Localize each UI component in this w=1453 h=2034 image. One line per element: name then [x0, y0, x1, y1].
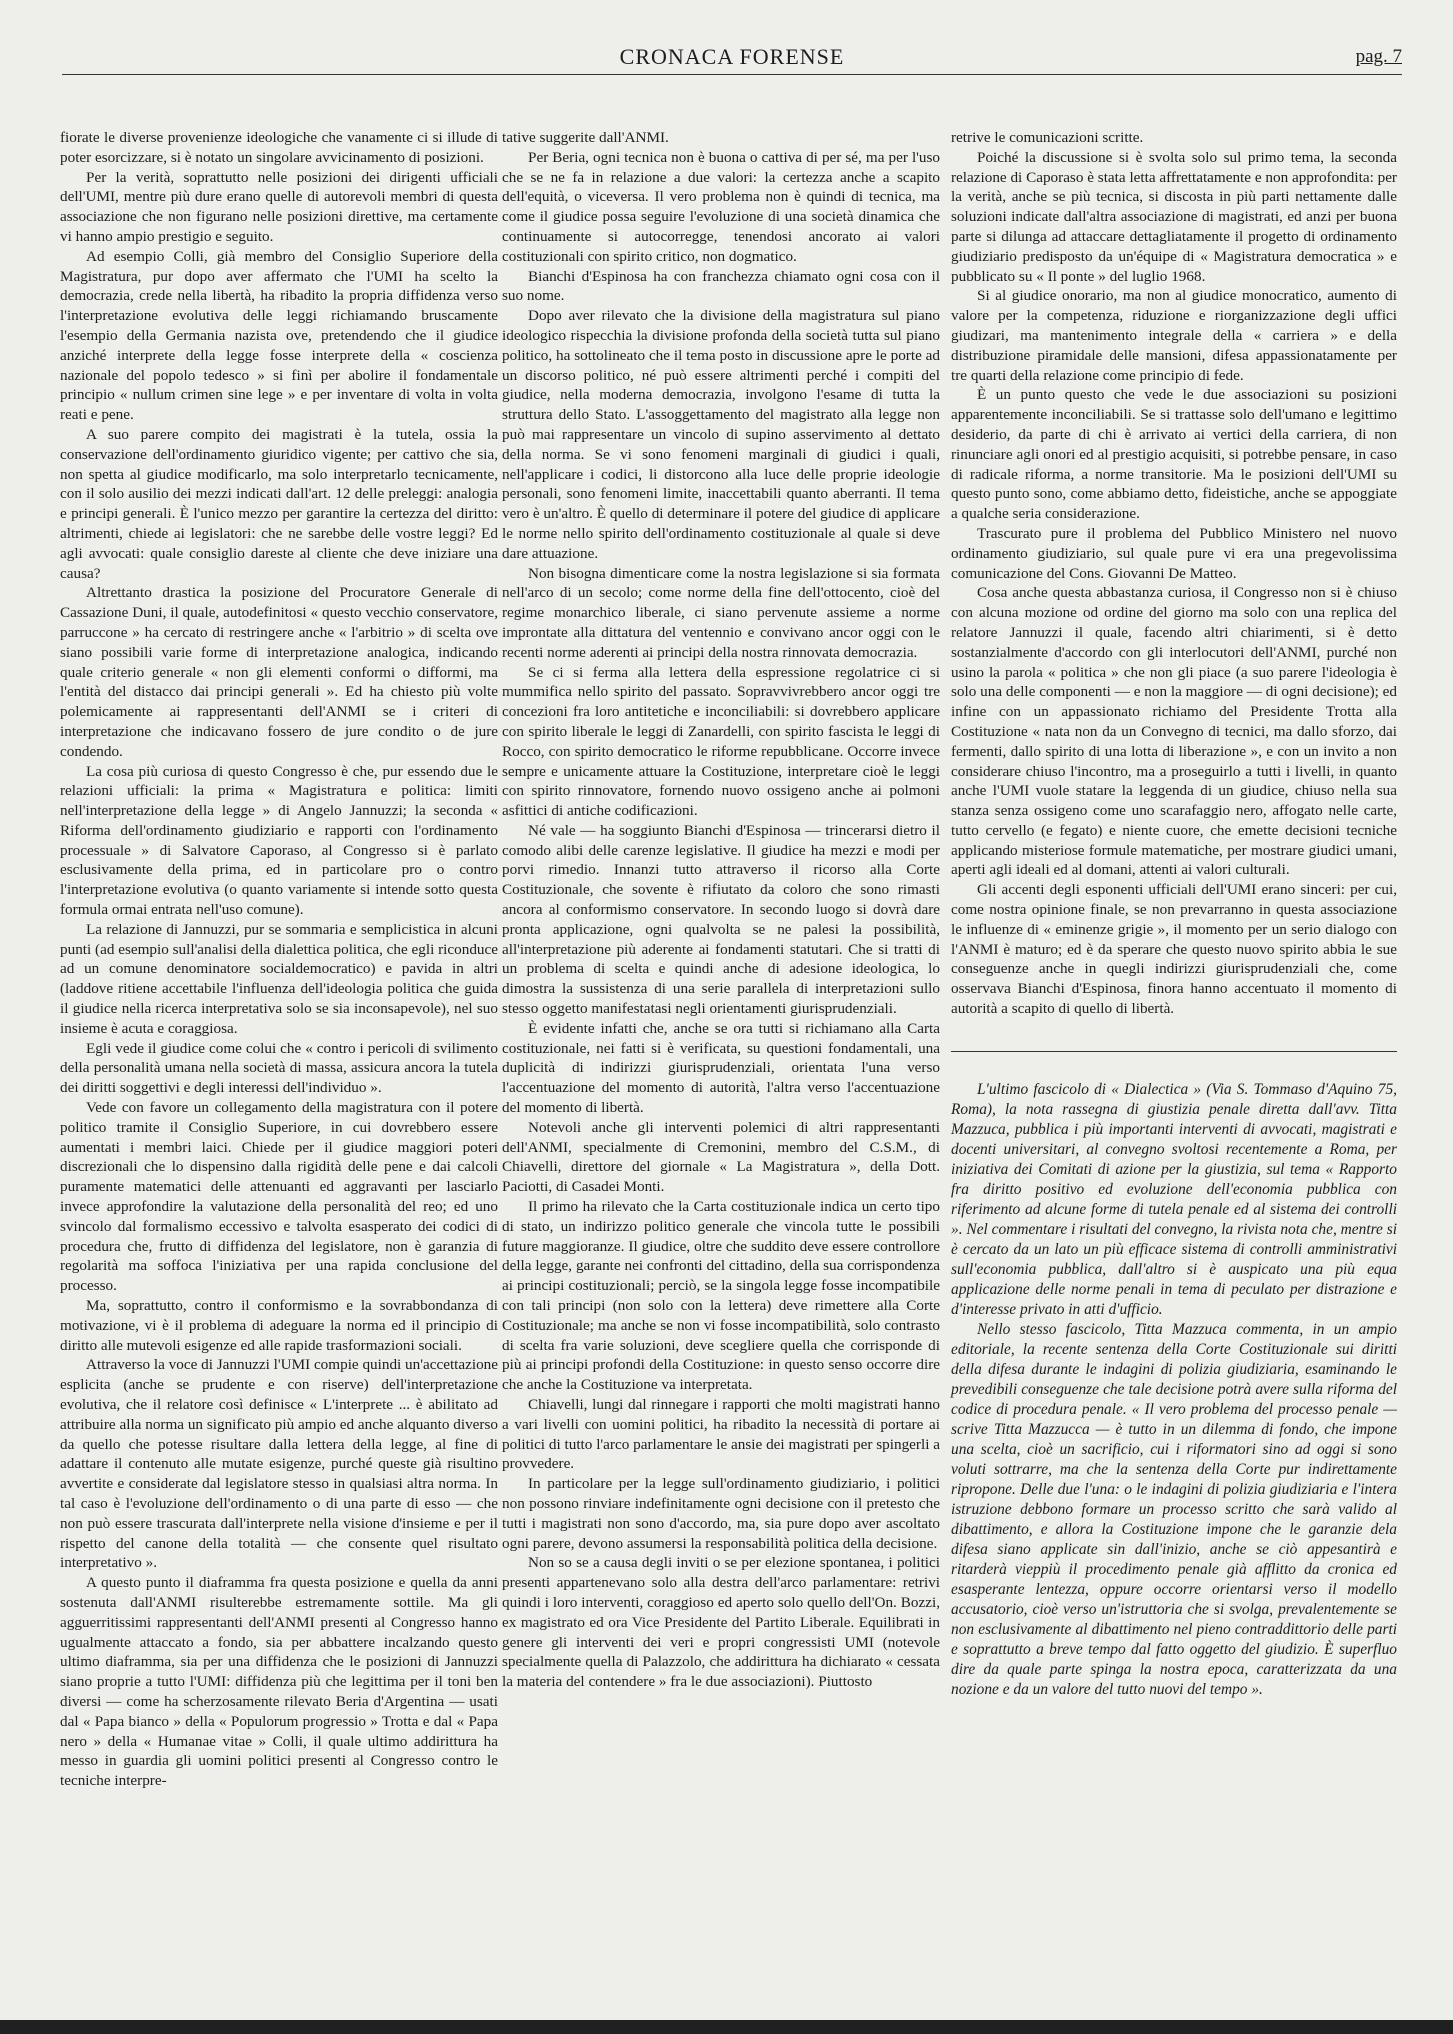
paragraph: Notevoli anche gli interventi polemici di altri rappresentanti dell'ANMI, specialmente di Cremonini, membro del C.S.M., di Chiavelli, direttore del giornale « La Magistratura », della Dott. Paciotti, di Casadei Monti.: [502, 1118, 940, 1196]
paragraph: Né vale — ha soggiunto Bianchi d'Espinosa — trincerarsi dietro il comodo alibi delle carenze legislative. Il giudice ha mezzi e modi per porvi rimedio. Innanzi tutto attraverso il ricorso alla Corte Costituzionale, che sovente è rifiutato da coloro che sono rimasti ancora al conformismo conservatore. In secondo luogo si dovrà dare pronta applicazione, ogni qualvolta se ne palesi la possibilità, all'interpretazione più aderente ai fondamenti statutari. Che si tratti di un problema di scelta e quindi anche di adesione ideologica, lo dimostra la sussistenza di una serie parallela di interpretazioni sullo stesso oggetto manifestatasi negli orientamenti giurisprudenziali.: [502, 821, 940, 1018]
section-divider: [951, 1051, 1397, 1052]
paragraph: tative suggerite dall'ANMI.: [502, 129, 669, 146]
dialectica-notice: [951, 1080, 1397, 1700]
paragraph: Nello stesso fascicolo, Titta Mazzuca commenta, in un ampio editoriale, la recente sentenza della Corte Costituzionale sui diritti della difesa durante le indagini di polizia giudiziaria, esaminando le prevedibili conseguenze che tale decisione potrà avere sulla riforma del codice di procedura penale. « Il vero problema del processo penale — scrive Titta Mazzucca — è tutto in un dilemma di fondo, che impone una scelta, cioè un sacrificio, cui i riformatori sino ad oggi si sono voluti sottrarre, ma che la sentenza della Corte pur indirettamente ripropone. Delle due l'una: o le indagini di polizia giudiziaria e l'intera istruzione debbono formare un processo scritto che sarà valido al dibattimento, e allora la Costituzione impone che le garanzie dela difesa siano applicate sin dall'inizio, anche se ciò appesantirà e ritarderà vieppiù il procedimento penale già afflitto da cronica ed esasperante lentezza, oppure occorre orientarsi verso il modello accusatorio, cioè verso un'istruttoria che si svolga, prevalentemente se non esclusivamente al dibattimento nel pieno contraddittorio delle parti e soprattutto a breve tempo dal fatto oggetto del giudizio. È superfluo dire da quale parte spinga la nostra epoca, caratterizzata da una nozione e da un valore del tutto nuovi del tempo ».: [951, 1321, 1397, 1698]
article-column-2: [502, 128, 940, 1692]
page-number: pag. 7: [1355, 46, 1402, 67]
article-column-1: [60, 128, 498, 1791]
paragraph: L'ultimo fascicolo di « Dialectica » (Via S. Tommaso d'Aquino 75, Roma), la nota rassegna di giustizia penale diretta dall'avv. Titta Mazzuca, pubblica i più importanti interventi di avvocati, magistrati e docenti universitari, al convegno svoltosi recentemente a Roma, per iniziativa dei Comitati di azione per la giustizia, sul tema « Rapporto fra diritto positivo ed evoluzione dell'economia pubblica con riferimento ad alcune forme di tutela penale ed al sistema dei controlli ». Nel commentare i risultati del convegno, la rivista nota che, mentre si è cercato da un lato un più efficace sistema di controlli amministrativi sull'economia pubblica, dall'altro si è auspicato una più equa applicazione delle norme penali in tema di peculato per distrazione e d'interesse privato in atti d'ufficio.: [951, 1081, 1397, 1318]
paragraph: Se ci si ferma alla lettera della espressione regolatrice ci si mummifica nello spirito del passato. Sopravvivrebbero ancor oggi tre concezioni fra loro antitetiche e inconciliabili: si dovrebbero applicare con spirito liberale le leggi di Zanardelli, con spirito fascista le leggi di Rocco, con spirito democratico le riforme repubblicane. Occorre invece sempre e unicamente attuare la Costituzione, interpretare cioè le leggi con spirito rinnovatore, fornendo nuovo ossigeno anche ai polmoni asfittici di antiche codificazioni.: [502, 663, 940, 820]
paragraph: In particolare per la legge sull'ordinamento giudiziario, i politici non possono rinviare indefinitamente ogni decisione con il pretesto che tutti i magistrati non sono d'accordo, ma, sia pure dopo aver ascoltato ogni parere, devono assumersi la responsabilità politica della decisione.: [502, 1475, 940, 1552]
paragraph: Per Beria, ogni tecnica non è buona o cattiva di per sé, ma per l'uso che se ne fa in relazione a due valori: la certezza anche a scapito dell'equità, o viceversa. Il vero problema non è quindi di tecnica, ma come il giudice possa seguire l'evoluzione di una società dinamica che continuamente si autocorregge, tenendosi ancorato ai valori costituzionali con spirito critico, non dogmatico.: [502, 148, 940, 265]
page-header: [62, 36, 1402, 75]
paragraph: Ma, soprattutto, contro il conformismo e la sovrabbondanza di motivazione, vi è il problema di adeguare la norma ed il principio di diritto alle mutevoli esigenze ed alle rapide trasformazioni sociali.: [60, 1297, 498, 1354]
scan-bottom-edge: [0, 2020, 1453, 2034]
paragraph: A questo punto il diaframma fra questa posizione e quella da anni sostenuta dall'ANMI risulterebbe estremamente sottile. Ma gli agguerritissimi rappresentanti dell'ANMI presenti al Congresso hanno ugualmente attaccato a fondo, sia per abbattere incalzando questo ultimo diaframma, sia per una diffidenza che le posizioni di Jannuzzi siano proprie a tutto l'UMI: diffidenza più che legittima per il toni ben diversi — come ha scherzosamente rilevato Beria d'Argentina — usati dal « Papa bianco » della « Populorum progressio » Trotta e dal « Papa nero » della « Humanae vitae » Colli, il quale ultimo addirittura ha messo in guardia gli uomini politici presenti al Congresso contro le tecniche interpre-: [60, 1574, 498, 1790]
paragraph: È evidente infatti che, anche se ora tutti si richiamano alla Carta costituzionale, nei fatti si è verificata, su questioni fondamentali, una duplicità di indirizzi giurisprudenziali, orientata l'una verso l'accentuazione del momento di autorità, l'altra verso l'accentuazione del momento di libertà.: [502, 1019, 940, 1117]
article-column-3: [951, 128, 1397, 1019]
paragraph: Non bisogna dimenticare come la nostra legislazione si sia formata nell'arco di un secolo; come norme della fine dell'ottocento, cioè del regime monarchico liberale, ci siano pervenute assieme a norme improntate alla dittatura del ventennio e convivano ancor oggi con le recenti norme aderenti ai principi della nostra rinnovata democrazia.: [502, 564, 940, 661]
paragraph: Non so se a causa degli inviti o se per elezione spontanea, i politici presenti appartenevano solo alla destra dell'arco parlamentare: retrivi quindi i loro interventi, coraggioso ed aperto solo quello dell'On. Bozzi, ex magistrato ed ora Vice Presidente del Partito Liberale. Equilibrati in genere gli interventi dei veri e propri congressisti UMI (notevole specialmente quella di Palazzolo, che addirittura ha dichiarato « cessata la materia del contendere » fra le due associazioni). Piuttosto: [502, 1554, 940, 1691]
paragraph: Si al giudice onorario, ma non al giudice monocratico, aumento di valore per la competenza, riduzione e riorganizzazione degli uffici giudizari, ma mantenimento integrale della « carriera » e della distribuzione piramidale delle mansioni, difesa appassionatamente per tre quarti della relazione come principio di fede.: [951, 287, 1397, 384]
paragraph: Per la verità, soprattutto nelle posizioni dei dirigenti ufficiali dell'UMI, mentre più dure erano quelle di autorevoli membri di questa associazione che non figurano nelle posizioni direttive, ma certamente vi hanno ampio prestigio e seguito.: [60, 168, 498, 245]
paragraph: Dopo aver rilevato che la divisione della magistratura sul piano ideologico rispecchia la divisione profonda della società tutta sul piano politico, ha sottolineato che il tema posto in discussione apre le porte ad un discorso politico, né può essere altrimenti perché i compiti del giudice, nella moderna democrazia, involgono l'esame di tutta la struttura dello Stato. L'assoggettamento del magistrato alla legge non può mai rappresentare un vincolo di supino asservimento al dettato della norma. Se vi sono fenomeni marginali di giudici i quali, nell'applicare i codici, li distorcono alla luce delle proprie ideologie personali, sono fenomeni limite, inaccettabili quanto aberranti. Il tema vero è un'altro. È quello di determinare il potere del giudice di applicare le norme nello spirito dell'ordinamento costituzionale al quale si deve dare attuazione.: [502, 307, 940, 562]
paragraph: Il primo ha rilevato che la Carta costituzionale indica un certo tipo di stato, un indirizzo politico generale che vincola tutte le possibili future maggioranze. Il giudice, oltre che suddito deve essere controllore della legge, garante nei confronti del cittadino, della sua corrispondenza ai principi costituzionali; perciò, se la singola legge fosse incompatibile con tali principi (non solo con la lettera) deve rimettere alla Corte Costituzionale; ma anche se non vi fosse incompatibilità, solo contrasto di scelta fra varie soluzioni, deve scegliere quella che corrisponde di più ai principi profondi della Costituzione: in questo senso occorre dire che anche la Costituzione va interpretata.: [502, 1198, 940, 1394]
paragraph: Gli accenti degli esponenti ufficiali dell'UMI erano sinceri: per cui, come nostra opinione finale, se non prevarranno in questa associazione le influenze di « eminenze grigie », il momento per un serio dialogo con l'ANMI è maturo; ed è da sperare che questo nuovo spirito abbia le sue conseguenze anche in quegli indirizzi giurisprudenziali che, come osservava Bianchi d'Espinosa, finora hanno accentuato il momento di autorità a scapito di quello di libertà.: [951, 881, 1397, 1018]
paragraph: Cosa anche questa abbastanza curiosa, il Congresso non si è chiuso con alcuna mozione od ordine del giorno ma solo con una replica del relatore Jannuzzi il quale, facendo altri chiarimenti, si è detto sostanzialmente d'accordo con gli interlocutori dell'ANMI, purché non usino la parola « politica » che non gli piace (a suo parere l'ideologia è solo una delle componenti — e non la maggiore — di ogni decisione); ed infine con un appassionato richiamo del Presidente Trotta alla Costituzione « nata non da un Convegno di tecnici, ma dallo sforzo, dai fermenti, dallo spirito di una lotta di liberazione », e con un invito a non considerare chiuso l'incontro, ma a proseguirlo a tutti i livelli, in quanto anche l'UMI vuole statare la leggenda di un giudice, chiuso nella sua stanza senza ossigeno come uno scarafaggio nero, affogato nelle carte, tutto cervello (e fegato) e niente cuore, che emette decisioni tecniche applicando misteriose formule matematiche, per mostrare giudici umani, aperti agli ideali ed al domani, attenti ai valori culturali.: [951, 584, 1397, 879]
paragraph: La cosa più curiosa di questo Congresso è che, pur essendo due le relazioni ufficiali: la prima « Magistratura e politica: limiti nell'interpretazione della legge » di Angelo Jannuzzi; la seconda « Riforma dell'ordinamento giudiziario e rapporti con l'ordinamento processuale » di Salvatore Caporaso, al Congresso si è parlato esclusivamente della prima, ed in particolare pro o contro l'interpretazione evolutiva (o quanto variamente si intende sotto questa formula ormai entrata nell'uso comune).: [60, 762, 498, 919]
paragraph: Trascurato pure il problema del Pubblico Ministero nel nuovo ordinamento giudiziario, sul quale pure vi era una pregevolissima comunicazione del Cons. Giovanni De Matteo.: [951, 524, 1397, 582]
paragraph: Poiché la discussione si è svolta solo sul primo tema, la seconda relazione di Caporaso è stata letta affrettatamente e non approfondita: per la verità, anche se più tecnica, si discosta in più parti nettamente dalle soluzioni indicate dall'altra associazione di magistrati, ed anzi per buona parte si dilunga ad attaccare dettagliatamente il progetto di ordinamento giudiziario predisposto da un'équipe di « Magistratura democratica » e pubblicato su « Il ponte » del luglio 1968.: [951, 148, 1397, 285]
paragraph: Ad esempio Colli, già membro del Consiglio Superiore della Magistratura, pur dopo aver affermato che l'UMI ha scelto la democrazia, crede nella libertà, ha ribadito la propria diffidenza verso l'interpretazione evolutiva delle leggi richiamando bruscamente l'esempio della Germania nazista ove, pretendendo che il giudice anziché interprete della legge fosse interprete della « coscienza nazionale del popolo tedesco » si finì per abolire il fondamentale principio « nullum crimen sine lege » e per inventare di volta in volta reati e pene.: [60, 247, 498, 424]
journal-title: CRONACA FORENSE: [619, 44, 845, 69]
paragraph: È un punto questo che vede le due associazioni su posizioni apparentemente inconciliabili. Se si trattasse solo dell'umano e legittimo desiderio, da parte di chi è arrivato ai vertici della carriera, di non rinunciare agli onori ed al prestigio acquisiti, si potrebbe pensare, in caso di radicale riforma, a norme transitorie. Ma le posizioni dell'UMI su questo punto sono, come abbiamo detto, fideistiche, anche se appoggiate a qualche seria considerazione.: [951, 386, 1397, 523]
paragraph: retrive le comunicazioni scritte.: [951, 129, 1144, 146]
paragraph: Attraverso la voce di Jannuzzi l'UMI compie quindi un'accettazione esplicita (anche se prudente e con riserve) dell'interpretazione evolutiva, che il relatore così definisce « L'interprete ... è abilitato ad attribuire alla norma un significato più ampio ed anche alquanto diverso da quello che potesse risultare dalla lettera della legge, al fine di adattare il contenuto alle mutate esigenze, purché queste già risultino avvertite e considerate dal legislatore stesso in qualsiasi altra norma. In tal caso è l'evoluzione dell'ordinamento o di una parte di esso — che non può essere trascurata dall'interprete nella visione d'insieme e per il rispetto del canone della totalità — che consente quel risultato interpretativo ».: [60, 1356, 499, 1572]
paragraph: Bianchi d'Espinosa ha con franchezza chiamato ogni cosa con il suo nome.: [502, 267, 940, 305]
paragraph: Vede con favore un collegamento della magistratura con il potere politico tramite il Consiglio Superiore, in cui dovrebbero essere aumentati i membri laici. Chiede per il giudice maggiori poteri discrezionali che lo dispensino dalla rigidità delle pene e dai calcoli puramente matematici delle attenuanti ed aggravanti per lasciarlo invece approfondire la valutazione della personalità del reo; ed uno svincolo dal formalismo eccessivo e talvolta esasperato dei codici di procedura che, frutto di diffidenza del legislatore, non è garanzia di regolarità ma soffoca l'iniziativa per una rapida conclusione del processo.: [60, 1099, 498, 1295]
paragraph: Altrettanto drastica la posizione del Procuratore Generale di Cassazione Duni, il quale, autodefinitosi « questo vecchio conservatore, parruccone » ha cercato di restringere anche « l'arbitrio » di scelta ove siano possibili varie forme di interpretazione analogica, indicando quale criterio generale « non gli elementi conformi o difformi, ma l'entità del distacco dai principi generali ». Ed ha chiesto più volte polemicamente ai rappresentanti dell'ANMI se i criteri di interpretazione che indicavano fossero de jure condito o de jure condendo.: [60, 584, 498, 760]
paragraph: Egli vede il giudice come colui che « contro i pericoli di svilimento della personalità umana nella società di massa, assicura ancora la tutela dei diritti soggettivi e degli interessi dell'individuo ».: [60, 1039, 498, 1097]
paragraph: A suo parere compito dei magistrati è la tutela, ossia la conservazione dell'ordinamento giuridico vigente; per cattivo che sia, non spetta al giudice modificarlo, ma solo interpretarlo tecnicamente, con il solo ausilio dei mezzi indicati dall'art. 12 delle preleggi: analogia e principi generali. È l'unico mezzo per garantire la certezza del diritto: altrimenti, chiede ai legislatori: che ne sarebbe delle vostre leggi? Ed agli avvocati: quale consiglio dareste al cliente che deve iniziare una causa?: [60, 425, 498, 582]
paragraph: La relazione di Jannuzzi, pur se sommaria e semplicistica in alcuni punti (ad esempio sull'analisi della dialettica politica, che egli riconduce ad un comune denominatore socialdemocratico) e pavida in altri (laddove ritiene accettabile l'influenza dell'ideologia politica che guida il giudice nella ricerca interpretativa solo se sia inconsapevole), nel suo insieme è acuta e coraggiosa.: [60, 920, 498, 1037]
paragraph: Chiavelli, lungi dal rinnegare i rapporti che molti magistrati hanno a vari livelli con uomini politici, ha ribadito la necessità di portare ai politici di tutto l'arco parlamentare le ansie dei magistrati per spingerli a provvedere.: [502, 1396, 940, 1473]
paragraph: fiorate le diverse provenienze ideologiche che vanamente ci si illude di poter esorcizzare, si è notato un singolare avvicinamento di posizioni.: [60, 129, 498, 166]
